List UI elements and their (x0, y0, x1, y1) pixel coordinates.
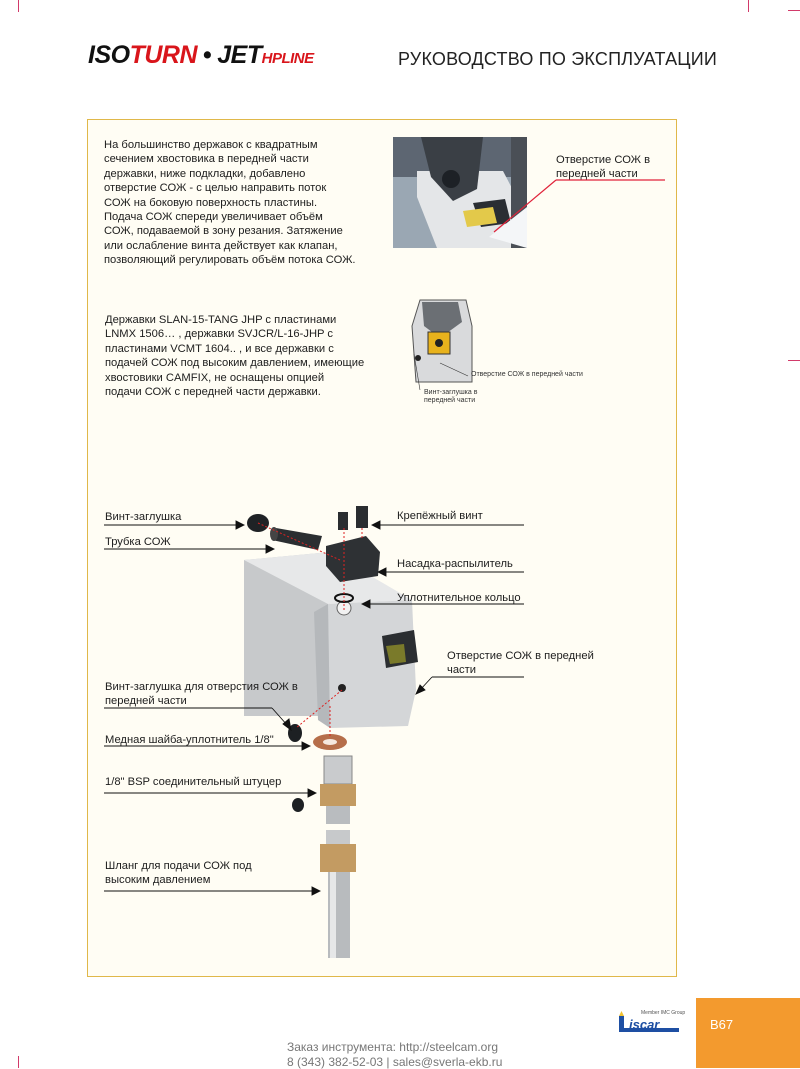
component-nozzle (326, 536, 380, 582)
component-fitting (320, 756, 356, 824)
logo-turn: TURN (129, 41, 198, 69)
logo-jet: JET (217, 41, 262, 69)
section1-callout: Отверстие СОЖ в передней части (556, 154, 651, 180)
label-nozzle: Насадка-распылитель (397, 558, 513, 570)
component-clamp-screws (338, 506, 368, 530)
component-small-plug (292, 798, 304, 812)
label-hose: Шланг для подачи СОЖ под высоким давлением (105, 860, 252, 886)
label-front-plug: Винт-заглушка для отверстия СОЖ в передней части (105, 681, 298, 707)
section2-text: Державки SLAN-15-TANG JHP с пластинами LNMX 1506… , державки SVJCR/L-16-JHP с пластинами VCMT 1604.. , и все державки с подачей СОЖ под высоким давлением, имеющие хвостовики CAMFIX, не оснащены опцией подачи СОЖ с передней части державки. (105, 314, 365, 399)
section1-text: На большинство державок с квадратным сечением хвостовика в передней части державки, ниже подкладки, добавлено отверстие СОЖ - с целью направить поток СОЖ на боковую поверхность пластины. Подача СОЖ спереди увеличивает объём СОЖ, подаваемой в зону резания. Затяжение или ослабление винта действует как клапан, позволяющий регулировать объём потока СОЖ. (104, 139, 356, 267)
label-fitting: 1/8" BSP соединительный штуцер (105, 776, 282, 788)
section2-callout-plug: Винт-заглушка в передней части (424, 389, 478, 404)
label-copper-washer: Медная шайба-уплотнитель 1/8" (105, 734, 274, 746)
page-tab (696, 998, 800, 1068)
logo-iso: ISO (88, 41, 130, 69)
label-front-hole: Отверстие СОЖ в передней части (447, 650, 594, 676)
footer-order-line: Заказ инструмента: http://steelcam.org (287, 1040, 499, 1054)
component-coolant-tube (270, 527, 322, 550)
label-plug-screw: Винт-заглушка (105, 511, 182, 523)
label-coolant-tube: Трубка СОЖ (105, 536, 171, 548)
logo-hpline: HPLINE (261, 50, 314, 67)
component-copper-washer (313, 734, 347, 750)
footer-contact-line: 8 (343) 382-52-03 | sales@sverla-ekb.ru (287, 1055, 503, 1069)
label-clamp-screw: Крепёжный винт (397, 510, 483, 522)
logo-dot: • (203, 41, 212, 69)
label-o-ring: Уплотнительное кольцо (397, 592, 521, 604)
brand-small-text: Member IMC Group (641, 1010, 686, 1016)
page-title: РУКОВОДСТВО ПО ЭКСПЛУАТАЦИИ (398, 49, 718, 69)
section2-callout-hole: Отверстие СОЖ в передней части (471, 371, 583, 378)
brand-name: iscar (629, 1017, 660, 1032)
page-number: B67 (710, 1017, 734, 1032)
component-hose (320, 830, 356, 958)
